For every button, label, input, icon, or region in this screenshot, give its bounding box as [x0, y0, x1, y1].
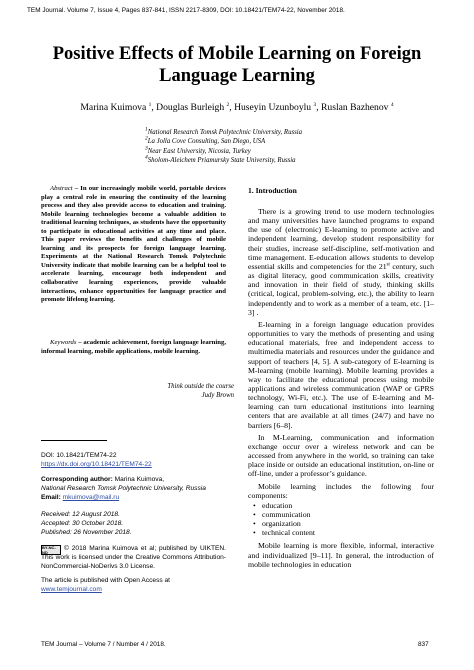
section-heading: 1. Introduction [248, 186, 297, 195]
date-published: Published: 26 November 2018. [41, 529, 132, 536]
author-separator: , [316, 102, 322, 113]
author-affiliation-mark: 2 [226, 101, 230, 108]
correspondence-affiliation: National Research Tomsk Polytechnic University, Russia [41, 485, 206, 492]
correspondence-block [41, 475, 226, 502]
author-name: Marina Kuimova [80, 102, 149, 113]
list-item: • communication [262, 510, 434, 519]
author-name: Huseyin Uzunboylu [234, 102, 314, 113]
list-item: • organization [262, 519, 434, 528]
paragraph: Mobile learning is more flexible, informal, interactive and individualized [9–11]. In general, the introduction of mobile technologies in education [248, 541, 434, 569]
author-name: Ruslan Bazhenov [321, 102, 391, 113]
running-header: TEM Journal. Volume 7, Issue 4, Pages 837-841, ISSN 2217-8309, DOI: 10.18421/TEM74-22, November 2018. [27, 7, 345, 14]
author-affiliation-mark: 1 [148, 101, 152, 108]
abstract [41, 185, 226, 305]
affiliation-list [145, 128, 302, 165]
license-badge-text: BY-NC-ND [42, 545, 56, 555]
title-line-2: Language Learning [159, 66, 315, 86]
list-item: • technical content [262, 528, 434, 537]
page-number: 837 [418, 641, 429, 648]
paper-title [0, 43, 474, 87]
license-block [41, 544, 226, 594]
affiliation-item [145, 137, 302, 146]
author-affiliation-mark: 3 [313, 101, 317, 108]
correspondence-label: Corresponding author: [41, 476, 113, 483]
author-separator: , [229, 102, 235, 113]
author-name: Douglas Burleigh [156, 102, 227, 113]
keywords-text: – academic achievement, foreign language learning, informal learning, mobile applications, mobile learning. [41, 339, 226, 355]
affiliation-mark: 3 [145, 145, 148, 152]
abstract-text: – In our increasingly mobile world, portable devices play a central role in ensuring the continuity of the learning process and they also provide access to education and training. Mobile learning technologies become a valuable addition to traditional learning techniques, as students have the opportunity to participate in educational activities at any time and place. This paper reviews the benefits and challenges of mobile learning and its prospects for foreign language learning. Experiments at the National Research Tomsk Polytechnic University indicate that mobile learning can be a helpful tool to accelerate learning, encourage both independent and collaborative learning experiences, provide valuable interactions, enhance opportunities for language practice and promote lifelong learning. [41, 185, 226, 304]
list-item: • education [262, 501, 434, 510]
title-line-1: Positive Effects of Mobile Learning on Foreign [52, 44, 422, 64]
author-separator: , [151, 102, 157, 113]
affiliation-mark: 1 [145, 126, 148, 133]
doi-block [41, 451, 226, 469]
affiliation-text: National Research Tomsk Polytechnic University, Russia [147, 129, 303, 136]
superscript: st [386, 262, 390, 268]
dates-block [41, 510, 226, 537]
abstract-label: Abstract [50, 185, 73, 192]
epigraph-author: Judy Brown [201, 392, 234, 400]
paragraph: Mobile learning includes the following four components: [248, 481, 434, 500]
paragraph: In M-Learning, communication and information exchange occur over a wireless network and can be accessed from anywhere in the world, so training can take place inside or outside an educational institution, on-line or off-line, under a professor’s guidance. [248, 432, 434, 479]
date-received: Received: 12 August 2018. [41, 511, 120, 518]
doi-label: DOI: 10.18421/TEM74-22 [41, 452, 117, 459]
epigraph [167, 382, 234, 400]
affiliation-mark: 2 [145, 136, 148, 143]
paragraph: E-learning in a foreign language education provides opportunities to vary the methods of presenting and using educational materials, free and independent access to multimedia materials and resources under the guidance and support of teachers [4, 5]. A sub-category of E-learning is M-learning (mobile learning). Mobile learning provides a way to facilitate the educational process using mobile applications and wireless communication (WAP or GPRS technology, Wi-Fi, etc.). The use of E-learning and M-learning can turn educational institutions into learning centers that are available at all times (24/7) and have no barriers [6–8]. [248, 319, 434, 430]
affiliation-text: Near East University, Nicosia, Turkey [147, 147, 251, 155]
author-list [0, 102, 474, 113]
footnote-divider [41, 440, 107, 441]
introduction-body [248, 207, 434, 572]
open-access-text: The article is published with Open Access at [41, 577, 171, 584]
affiliation-item [145, 128, 302, 137]
paragraph-text: century, such as digital literacy, good communication skills, creativity and innovation in their field of study, thinking skills (critical, logical, problem-solving, etc.), the ability to learn independently and to work as a member of a team, etc. [1–3] . [248, 261, 435, 317]
footer-journal: TEM Journal – Volume 7 / Number 4 / 2018. [41, 641, 166, 648]
affiliation-item [145, 147, 302, 156]
doi-link[interactable]: https://dx.doi.org/10.18421/TEM74-22 [41, 461, 152, 468]
keywords [41, 339, 226, 356]
correspondence-name: Marina Kuimova, [112, 476, 165, 483]
affiliation-item [145, 156, 302, 165]
email-link[interactable]: mkuimova@mail.ru [62, 494, 120, 501]
epigraph-quote: Think outside the course [167, 383, 234, 390]
journal-website-link[interactable]: www.temjournal.com [41, 586, 102, 593]
license-text: © 2018 Marina Kuimova et al; published by UIKTEN. This work is licensed under the Creative Commons Attribution-NonCommercial-NoDerivs 3.0 License. [41, 545, 226, 570]
affiliation-text: La Jolla Cove Consulting, San Diego, USA [147, 138, 266, 146]
paragraph-text: There is a growing trend to use modern technologies and many universities have launched programs to expand the use of (electronic) E-learning to promote active and independent learning, develop student responsibility for their studies, increase self-discipline, self-motivation and time management. E-education allows students to develop essential skills and competencies for the 21 [248, 207, 434, 271]
affiliation-text: Sholom-Aleichem Priamursky State University, Russia [147, 156, 296, 164]
email-label: Email: [41, 494, 61, 501]
keywords-label: Keywords [50, 339, 77, 346]
date-accepted: Accepted: 30 October 2018. [41, 520, 124, 527]
affiliation-mark: 4 [145, 154, 148, 161]
paragraph [248, 207, 434, 317]
author-affiliation-mark: 4 [390, 101, 394, 108]
component-list [248, 501, 434, 538]
